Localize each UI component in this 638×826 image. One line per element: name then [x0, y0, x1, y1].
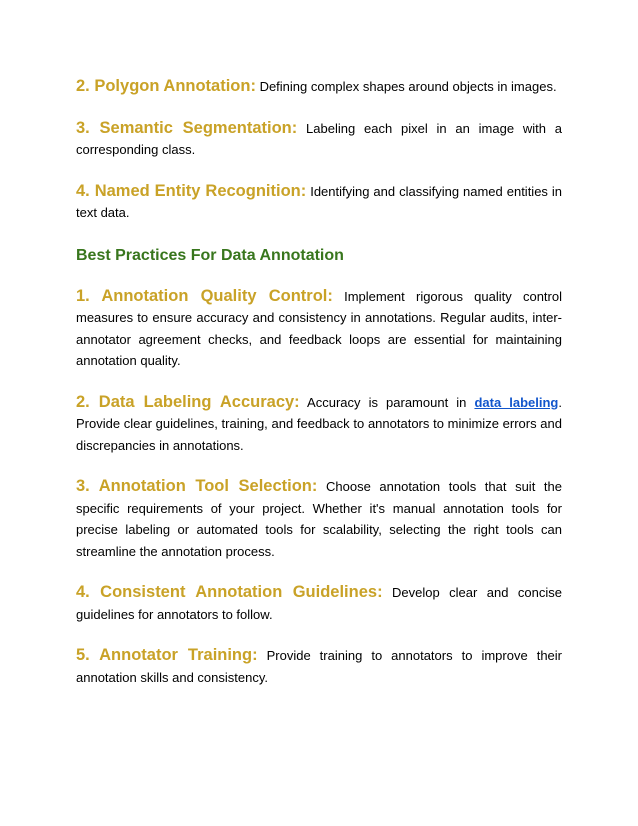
list-item-polygon-annotation [76, 76, 562, 98]
practice-text-before-link: Accuracy is paramount in [299, 394, 475, 410]
practice-annotator-training [76, 645, 562, 688]
practice-text: Choose annotation tools that suit the specific requirements of your project. Whether it's manual annotation tools for precise labeling or automated tools for scalability, selecting the right tools can streamline the annotation process. [76, 479, 562, 559]
item-term: 4. Named Entity Recognition: [76, 181, 307, 200]
item-text: Labeling each pixel in an image with a corresponding class. [76, 120, 562, 157]
list-item-named-entity-recognition [76, 181, 562, 224]
practice-term: 3. Annotation Tool Selection: [76, 477, 318, 495]
item-term: 3. Semantic Segmentation: [76, 118, 298, 137]
item-text: Identifying and classifying named entities in text data. [76, 183, 563, 220]
practice-data-labeling-accuracy [76, 392, 562, 457]
practice-text: Develop clear and concise guidelines for annotators to follow. [76, 585, 562, 622]
item-term: 2. Polygon Annotation: [76, 77, 256, 95]
practice-term: 5. Annotator Training: [76, 646, 258, 664]
section-heading: Best Practices For Data Annotation [76, 246, 344, 264]
list-item-semantic-segmentation [76, 118, 562, 161]
practice-text: Provide training to annotators to improve their annotation skills and consistency. [76, 648, 562, 685]
practice-annotation-quality-control [76, 286, 562, 372]
practice-annotation-tool-selection [76, 476, 562, 562]
item-text: Defining complex shapes around objects in images. [255, 79, 557, 94]
data-labeling-link[interactable]: data labeling [474, 394, 559, 410]
practice-text: Implement rigorous quality control measures to ensure accuracy and consistency in annotations. Regular audits, inter-annotator agreement checks, and feedback loops are essential for maintaining annotation quality. [76, 288, 562, 368]
practice-term: 2. Data Labeling Accuracy: [76, 392, 300, 411]
document-page [76, 76, 562, 708]
practice-term: 4. Consistent Annotation Guidelines: [76, 583, 383, 601]
practice-consistent-annotation-guidelines [76, 582, 562, 625]
practice-term: 1. Annotation Quality Control: [76, 286, 333, 305]
practice-text-after-link: . Provide clear guidelines, training, and feedback to annotators to minimize errors and discrepancies in annotations. [76, 394, 562, 453]
